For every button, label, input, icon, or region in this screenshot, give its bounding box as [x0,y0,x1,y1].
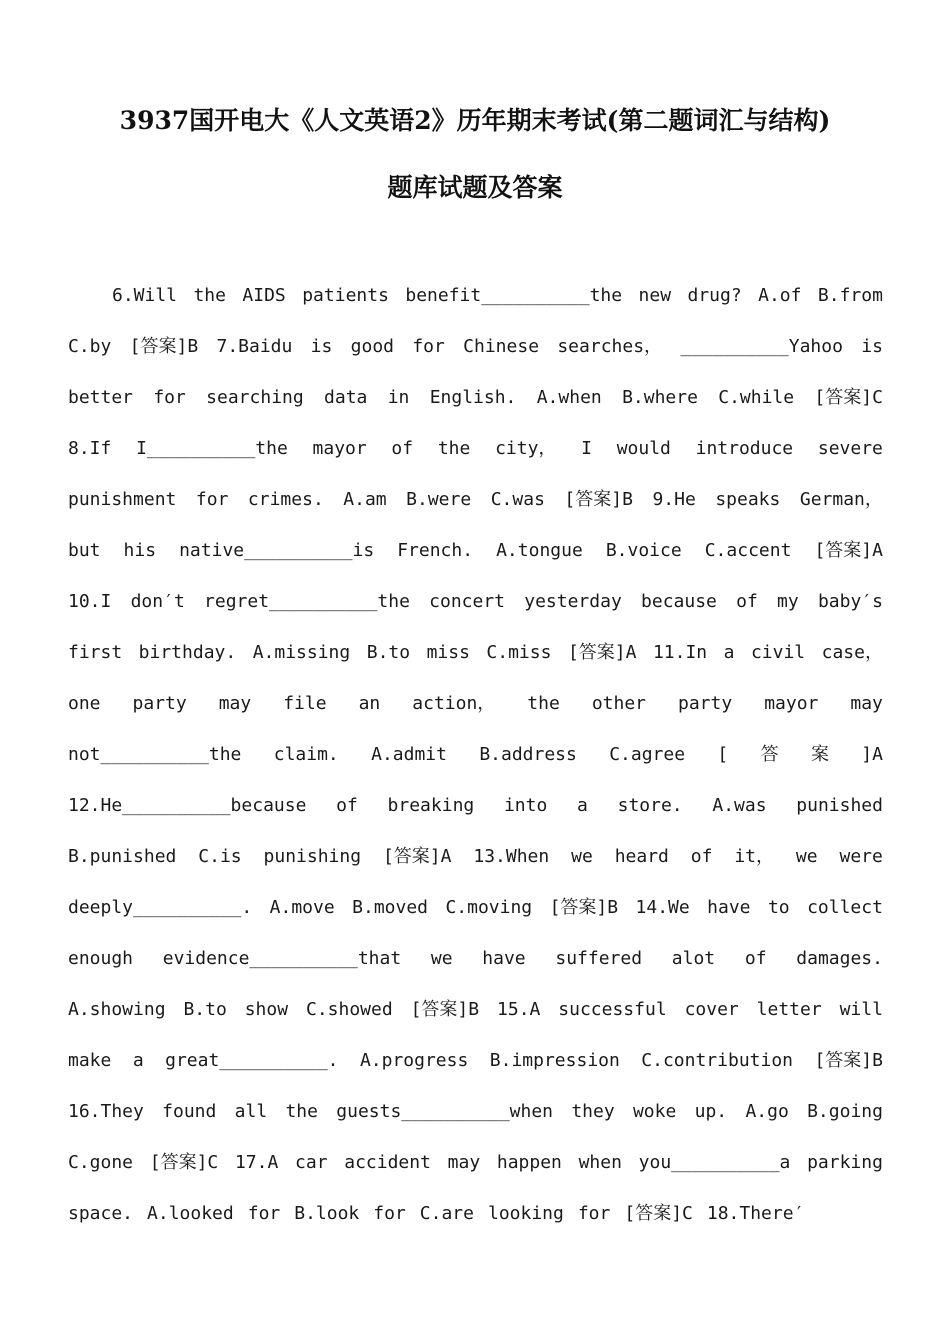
text-word: 案 [810,744,829,765]
text-word: [答案]B [549,897,619,918]
text-line [68,791,883,842]
text-word: C.are [419,1203,474,1224]
text-word: punished [796,795,883,816]
text-word: for [373,1203,406,1224]
text-word: English. [429,387,517,408]
text-line [68,1046,883,1097]
text-word: punishing [263,846,362,867]
text-word: it， [734,846,775,867]
text-word: 11.In [652,642,708,663]
text-word: B.voice [605,540,682,561]
text-word: for [577,1203,611,1224]
text-word: his [123,540,157,561]
text-word: 17.A [234,1152,279,1173]
text-word: because [641,591,717,612]
text-word: would [616,438,671,459]
text-word: ]A [861,744,883,765]
text-word: action， [412,693,496,714]
text-word: I [581,438,592,459]
text-word: [答案]C [814,387,883,408]
text-word: C.showed [305,999,393,1020]
text-word: of [391,438,414,459]
text-word: birthday. [138,642,237,663]
text-word: evidence__________that [162,948,402,969]
text-word: [答案]A [814,540,883,561]
text-word: C.by [68,336,112,357]
text-word: make [68,1050,112,1071]
text-word: German， [799,489,883,510]
text-word: C.is [198,846,242,867]
text-word: a [132,1050,144,1071]
text-word: B.to [366,642,411,663]
text-word: 7.Baidu [216,336,293,357]
text-word: native__________is [179,540,375,561]
text-word: better [68,387,134,408]
text-word: suffered [555,948,643,969]
text-word: they [571,1101,615,1122]
text-word: heard [614,846,669,867]
text-word: [答案]A [382,846,452,867]
text-word: A.am [343,489,387,510]
text-word: in [387,387,410,408]
text-word: [答案]C [624,1203,693,1224]
text-word: other [591,693,646,714]
text-word: B.impression [489,1050,620,1071]
text-word: 13.When [473,846,550,867]
text-word: all [234,1101,268,1122]
text-word: miss [426,642,470,663]
text-word: good [350,336,395,357]
document-subtitle: 题库试题及答案 [387,173,563,202]
document-title: 3937国开电大《人文英语2》历年期末考试(第二题词汇与结构) [119,106,831,135]
text-word: 10.I [68,591,112,612]
text-word: up. [694,1101,728,1122]
text-line [68,995,883,1046]
text-word: 8.If [68,438,112,459]
text-word: benefit__________the [405,285,623,306]
text-word: of [744,948,767,969]
text-word: 18.There′ [706,1203,805,1224]
text-line [68,638,883,689]
text-word: may [850,693,883,714]
text-word: a [577,795,588,816]
text-word: an [358,693,381,714]
text-word: A.admit [371,744,447,765]
text-word: found [162,1101,217,1122]
text-word: A.progress [359,1050,469,1071]
text-word: may [218,693,252,714]
text-word: concert [429,591,506,612]
text-word: severe [817,438,883,459]
text-word: [答案]B [410,999,480,1020]
text-word: French. [397,540,474,561]
text-word: 14.We [635,897,690,918]
text-word: a [723,642,735,663]
text-word: 6.Will [112,285,178,306]
text-word: my [777,591,799,612]
text-word: patients [302,285,389,306]
text-word: for [195,489,229,510]
text-word: guests__________when [336,1101,554,1122]
text-word: C.gone [68,1152,134,1173]
text-word: [答案]C [149,1152,219,1173]
text-word: speaks [715,489,781,510]
text-line [68,383,883,434]
text-word: the [527,693,560,714]
text-word: the [193,285,226,306]
text-word: B.moved [352,897,428,918]
text-word: A.move [269,897,335,918]
text-word: B.to [183,999,227,1020]
text-word: car [295,1152,328,1173]
text-word: not__________the [68,744,242,765]
text-word: show [244,999,289,1020]
text-line [68,740,883,791]
text-word: 12.He__________because [68,795,307,816]
text-word: crimes. [247,489,324,510]
text-word: we [795,846,818,867]
text-word: into [503,795,548,816]
text-word: __________Yahoo [680,336,843,357]
text-word: the [437,438,471,459]
text-word: [答案]B [814,1050,883,1071]
text-word: of [690,846,713,867]
text-word: you__________a [638,1152,791,1173]
text-word: but [68,540,101,561]
text-word: A.looked [147,1203,234,1224]
text-line [68,434,883,485]
text-word: city， [495,438,557,459]
text-word: happen [496,1152,562,1173]
text-word: of [336,795,358,816]
question-text-block [68,281,883,1250]
text-word: woke [632,1101,677,1122]
text-word: great__________. [165,1050,339,1071]
text-word: mayor [764,693,819,714]
text-word: claim. [273,744,339,765]
text-word: for [412,336,445,357]
text-line [68,485,883,536]
text-word: C.was [490,489,545,510]
text-word: punishment [68,489,177,510]
text-word: A.of [758,285,802,306]
text-line [68,1199,883,1250]
text-word: parking [807,1152,883,1173]
text-word: to [767,897,790,918]
text-word: C.contribution [641,1050,793,1071]
text-line [68,1097,883,1148]
text-word: first [68,642,123,663]
text-word: party [132,693,187,714]
text-word: drug? [687,285,742,306]
text-word: of [736,591,758,612]
text-word: will [839,999,883,1020]
text-word: B.punished [68,846,177,867]
text-line [68,842,883,893]
text-word: for [153,387,186,408]
text-line [68,281,883,332]
text-word: 9.He [652,489,696,510]
text-word: A.missing [252,642,351,663]
text-word: successful [558,999,667,1020]
text-line [68,944,883,995]
text-word: breaking [387,795,475,816]
text-word: cover [684,999,739,1020]
text-word: we [430,948,453,969]
text-word: I__________the [136,438,288,459]
text-word: store. [617,795,683,816]
text-word: B.look [294,1203,360,1224]
text-word: were [839,846,883,867]
text-line [68,332,883,383]
text-word: data [324,387,368,408]
text-word: civil [750,642,806,663]
text-word: party [678,693,733,714]
text-line [68,587,883,638]
text-word: have [482,948,526,969]
text-word: B.address [479,744,577,765]
text-word: [答案]A [567,642,637,663]
text-word: A.when [536,387,602,408]
text-line [68,689,883,740]
text-word: AIDS [242,285,286,306]
text-word: A.tongue [496,540,583,561]
text-word: introduce [695,438,794,459]
text-word: is [310,336,333,357]
text-word: enough [68,948,134,969]
text-word: for [247,1203,281,1224]
text-word: A.was [712,795,767,816]
text-word: is [861,336,883,357]
text-word: searching [206,387,304,408]
text-word: C.accent [704,540,792,561]
text-word: B.from [817,285,883,306]
text-word: B.where [622,387,698,408]
text-word: C.agree [609,744,686,765]
text-word: regret__________the [204,591,410,612]
text-word: 16.They [68,1101,144,1122]
text-word: damages. [796,948,883,969]
text-word: file [283,693,327,714]
text-word: have [707,897,751,918]
text-word: letter [756,999,822,1020]
text-word: don′t [130,591,185,612]
text-word: may [447,1152,481,1173]
text-word: collect [807,897,883,918]
text-word: 15.A [497,999,541,1020]
text-word: B.were [406,489,472,510]
text-word: when [578,1152,622,1173]
text-word: alot [671,948,716,969]
text-word: deeply__________. [68,897,253,918]
text-word: 答 [760,744,779,765]
text-word: the [285,1101,318,1122]
text-word: space. [68,1203,134,1224]
text-word: accident [344,1152,431,1173]
text-word: Chinese [463,336,540,357]
text-word: case， [821,642,883,663]
text-word: new [638,285,672,306]
text-word: C.while [718,387,795,408]
text-word: searches， [557,336,663,357]
text-word: [答案]B [564,489,633,510]
text-word: A.showing [68,999,166,1020]
text-line [68,536,883,587]
text-line [68,1148,883,1199]
text-word: looking [487,1203,564,1224]
text-word: B.going [807,1101,883,1122]
text-word: C.moving [445,897,533,918]
text-word: A.go [745,1101,789,1122]
text-word: C.miss [486,642,552,663]
text-word: one [68,693,101,714]
text-word: [答案]B [129,336,199,357]
text-word: yesterday [524,591,622,612]
text-word: we [571,846,593,867]
text-word: baby′s [817,591,883,612]
text-word: [ [717,744,729,765]
text-word: mayor [312,438,367,459]
text-line [68,893,883,944]
